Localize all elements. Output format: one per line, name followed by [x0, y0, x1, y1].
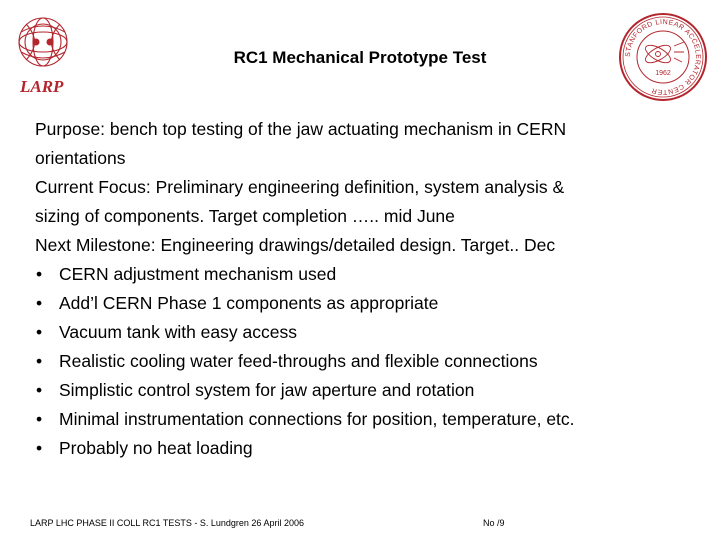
bullet-icon: •	[36, 380, 43, 400]
bullet-icon: •	[36, 293, 43, 313]
bullet-icon: •	[36, 409, 43, 429]
slide-title: RC1 Mechanical Prototype Test	[233, 48, 487, 67]
bullet-icon: •	[36, 264, 43, 284]
purpose-paragraph	[35, 115, 705, 173]
slide-body	[35, 115, 705, 463]
list-item-text: Add’l CERN Phase 1 components as appropriate	[59, 293, 439, 313]
current-focus-line-1: Current Focus: Preliminary engineering definition, system analysis &	[35, 177, 565, 197]
next-milestone-paragraph	[35, 231, 705, 260]
list-item	[35, 260, 705, 289]
current-focus-paragraph	[35, 173, 705, 231]
list-item	[35, 376, 705, 405]
requirements-list	[35, 260, 705, 463]
list-item-text: Simplistic control system for jaw aperture and rotation	[59, 380, 475, 400]
next-milestone-line-1: Next Milestone: Engineering drawings/detailed design. Target.. Dec	[35, 235, 556, 255]
list-item	[35, 405, 705, 434]
purpose-line-2: orientations	[35, 148, 126, 168]
bullet-icon: •	[36, 322, 43, 342]
seal-year: 1962	[655, 70, 671, 77]
list-item-text: Realistic cooling water feed-throughs and flexible connections	[59, 351, 538, 371]
footer-text: LARP LHC PHASE II COLL RC1 TESTS - S. Lundgren 26 April 2006	[30, 518, 304, 528]
seal-ring-text: STANFORD LINEAR ACCELERATOR CENTER	[624, 18, 702, 96]
page-number: No /9	[483, 518, 505, 528]
current-focus-line-2: sizing of components. Target completion ….. mid June	[35, 206, 455, 226]
list-item-text: CERN adjustment mechanism used	[59, 264, 337, 284]
list-item	[35, 347, 705, 376]
list-item	[35, 434, 705, 463]
list-item	[35, 289, 705, 318]
list-item-text: Vacuum tank with easy access	[59, 322, 297, 342]
list-item-text: Probably no heat loading	[59, 438, 253, 458]
larp-logo-text: LARP	[20, 77, 64, 96]
list-item-text: Minimal instrumentation connections for position, temperature, etc.	[59, 409, 575, 429]
list-item	[35, 318, 705, 347]
bullet-icon: •	[36, 438, 43, 458]
bullet-icon: •	[36, 351, 43, 371]
purpose-line-1: Purpose: bench top testing of the jaw actuating mechanism in CERN	[35, 119, 567, 139]
